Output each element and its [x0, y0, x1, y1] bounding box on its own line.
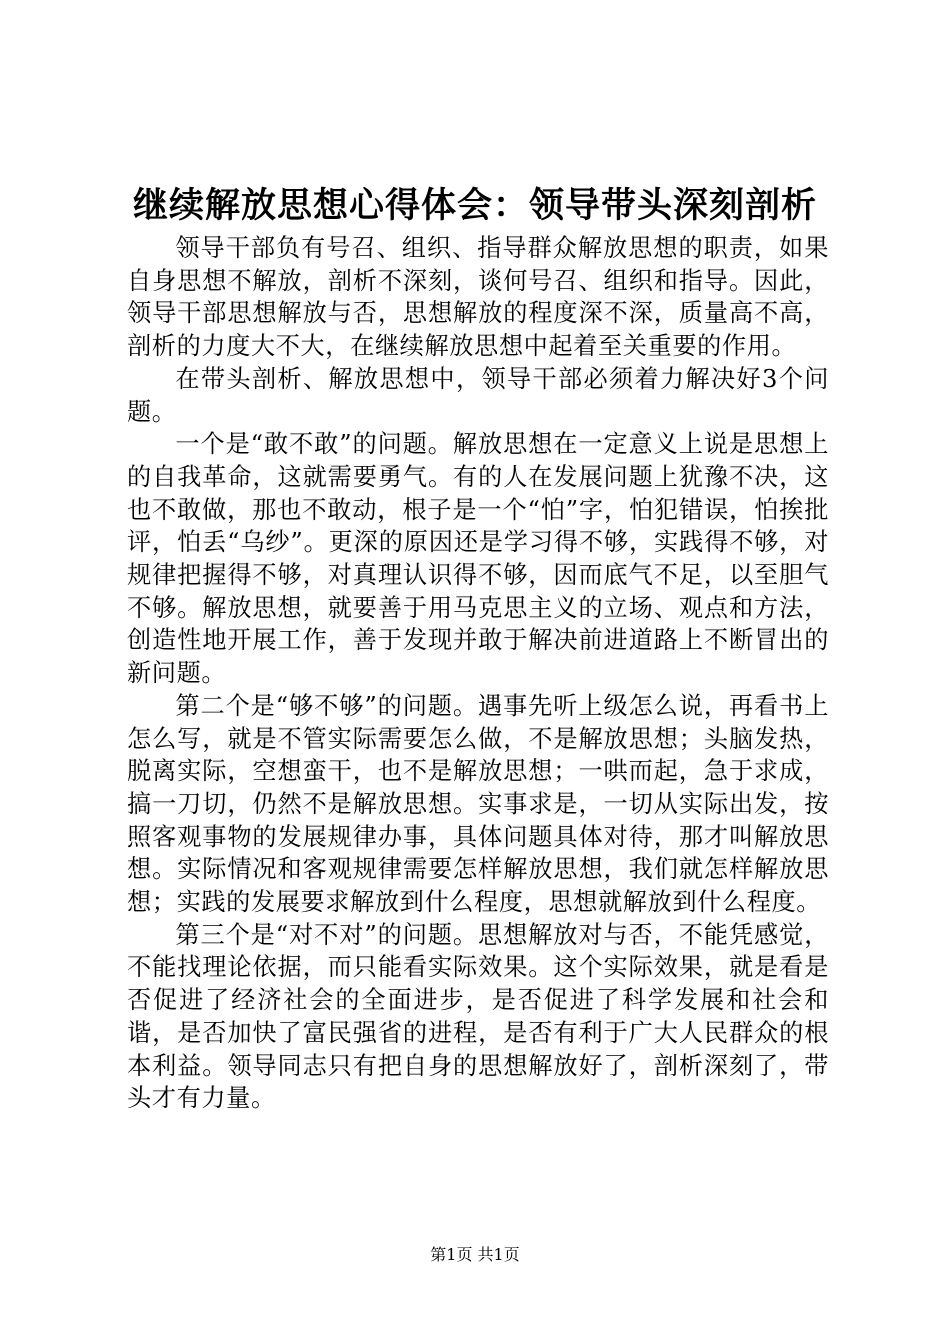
- paragraph: 第三个是“对不对”的问题。思想解放对与否，不能凭感觉，不能找理论依据，而只能看实际效果。这个实际效果，就是看是否促进了经济社会的全面进步，是否促进了科学发展和社会和谐，是否加快了富民强省的进程，是否有利于广大人民群众的根本利益。领导同志只有把自身的思想解放好了，剖析深刻了，带头才有力量。: [127, 920, 829, 1113]
- paragraph: 在带头剖析、解放思想中，领导干部必须着力解决好3个问题。: [127, 364, 829, 426]
- page-number-footer: 第1页 共1页: [430, 1245, 520, 1264]
- document-body: [127, 232, 829, 1115]
- paragraph: 一个是“敢不敢”的问题。解放思想在一定意义上说是思想上的自我革命，这就需要勇气。有的人在发展问题上犹豫不决，这也不敢做，那也不敢动，根子是一个“怕”字，怕犯错误，怕挨批评，怕丢“乌纱”。更深的原因还是学习得不够，实践得不够，对规律把握得不够，对真理认识得不够，因而底气不足，以至胆气不够。解放思想，就要善于用马克思主义的立场、观点和方法，创造性地开展工作，善于发现并敢于解决前进道路上不断冒出的新问题。: [127, 430, 829, 688]
- document-title: 继续解放思想心得体会：领导带头深刻剖析: [132, 185, 817, 226]
- paragraph: 领导干部负有号召、组织、指导群众解放思想的职责，如果自身思想不解放，剖析不深刻，谈何号召、组织和指导。因此，领导干部思想解放与否，思想解放的程度深不深，质量高不高，剖析的力度大不大，在继续解放思想中起着至关重要的作用。: [127, 234, 829, 361]
- paragraph: 第二个是“够不够”的问题。遇事先听上级怎么说，再看书上怎么写，就是不管实际需要怎么做，不是解放思想；头脑发热，脱离实际，空想蛮干，也不是解放思想；一哄而起，急于求成，搞一刀切，仍然不是解放思想。实事求是，一切从实际出发，按照客观事物的发展规律办事，具体问题具体对待，那才叫解放思想。实际情况和客观规律需要怎样解放思想，我们就怎样解放思想；实践的发展要求解放到什么程度，思想就解放到什么程度。: [127, 691, 829, 917]
